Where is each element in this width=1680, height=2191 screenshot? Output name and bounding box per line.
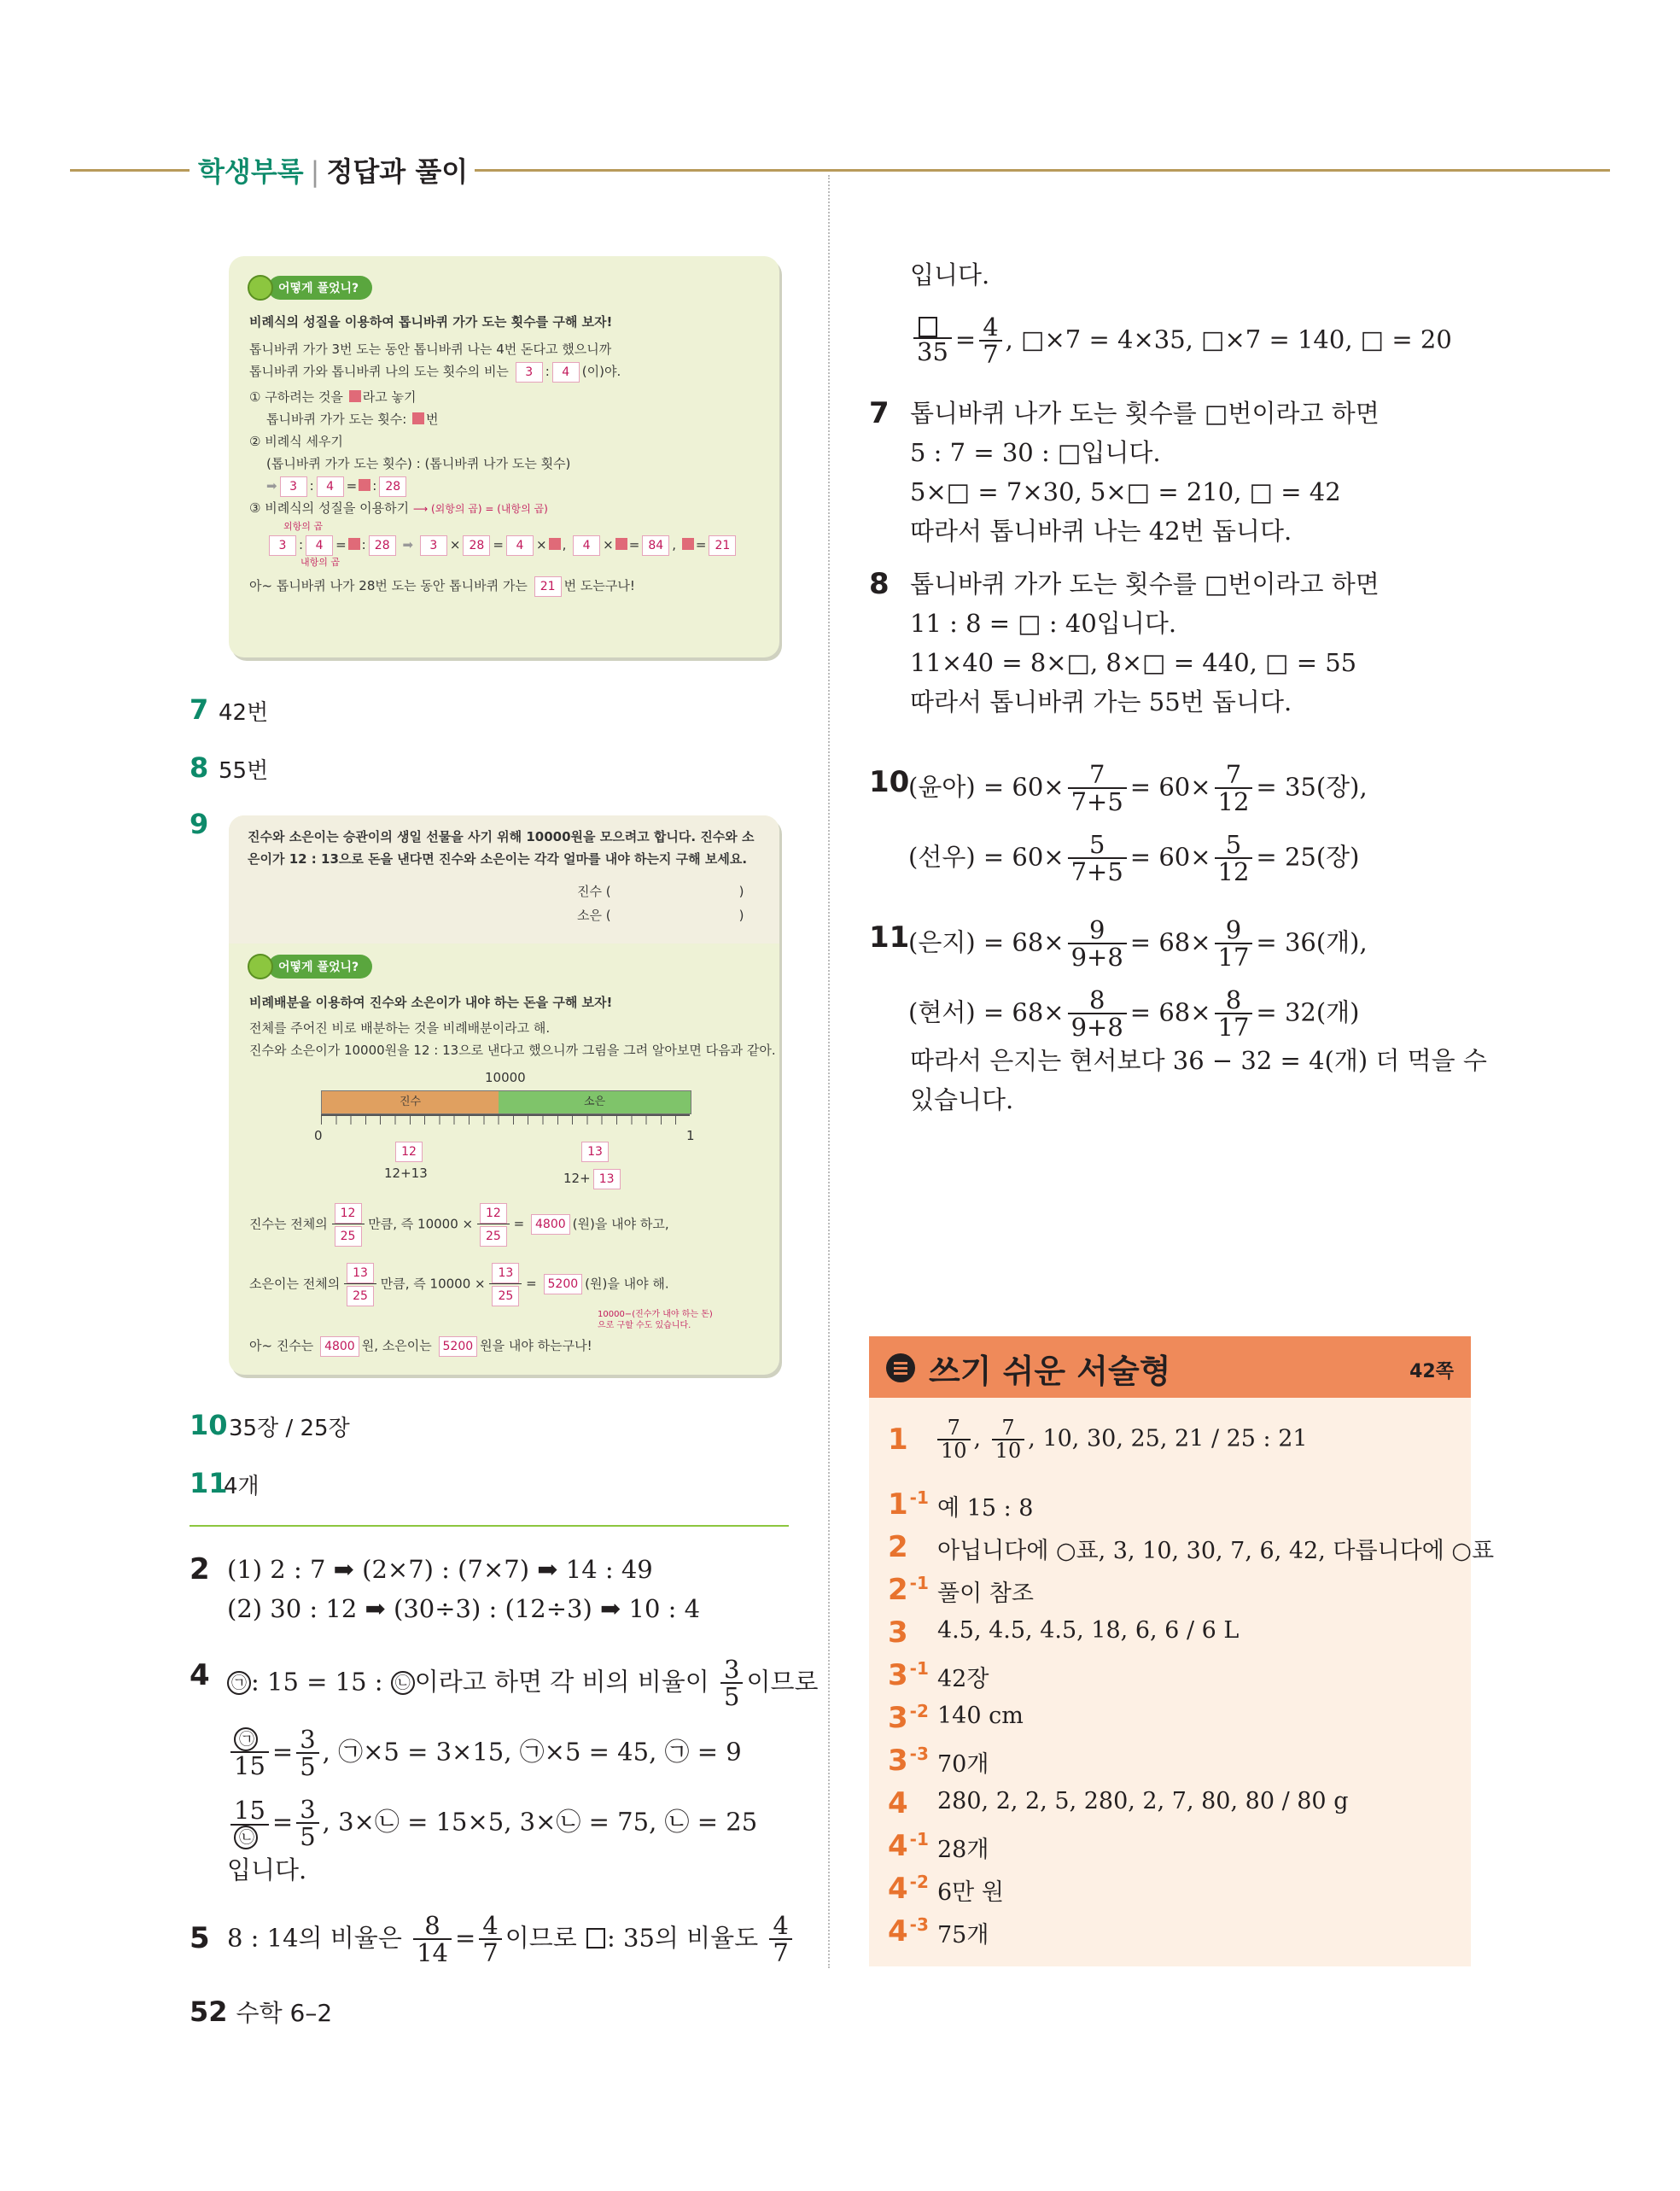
header-section: 학생부록 bbox=[198, 155, 304, 188]
answer-number-10: 10 bbox=[190, 1409, 228, 1441]
answer-8: 55번 bbox=[219, 758, 269, 784]
page-number: 52 bbox=[190, 1995, 228, 2028]
unknown-square-icon bbox=[349, 390, 361, 402]
answer-number-8: 8 bbox=[190, 751, 209, 784]
page-footer bbox=[190, 1995, 332, 2029]
how-solved-badge-2: 어떻게 풀었니? bbox=[248, 954, 372, 979]
problem-number-2: 2 bbox=[190, 1552, 210, 1586]
solution-box-2: 진수와 소은이는 승관이의 생일 선물을 사기 위해 10000원을 모으려고 합니다. 진수와 소 은이가 12 : 13으로 돈을 낸다면 진수와 소은이는 각각 얼마를 내야 하는지 구해 보세요. 진수 ( ) 소은 ( ) 어떻게 풀었니? 비례배분을 이용하여 진수와 소은이가 내야 하는 돈을 구해 보자! 전체를 주어진 비로 배분하는 것을 비례배분이라고 해. 진수와 소은이가 10000원을 12 : 13으로 낸다고 했으니까 그림을 그려 알아보면 다음과 같아. 10000 진수 소은 0 1 12 12+13 13 12+ 13 진수는 전체의 $\frac{12}{25}$ 만큼, 즉 $10000 \times \frac{12}{25} = 4800$ (원)을 내야 하고, 소은이는 전체의 $\frac{13}{25}$ 만큼, 즉 $10000 \times \frac{13}{25} = 5200$ (원)을 내야 해. 10000−(진수가 내야 하는 돈) 으로 구할 수도 있습니다. 아~ 진수는 4800 원, 소은이는 5200 원을 내야 하는구나! bbox=[229, 815, 779, 1375]
answer-number-9: 9 bbox=[190, 808, 209, 840]
p2-line1: (1) 2 : 7 ➡ (2×7) : (7×7) ➡ 14 : 49 bbox=[227, 1555, 653, 1584]
solution-box-1: 어떻게 풀었니? 비례식의 성질을 이용하여 톱니바퀴 가가 도는 횟수를 구해 보자! 톱니바퀴 가가 3번 도는 동안 톱니바퀴 나는 4번 돈다고 했으니까 톱니바퀴 가와 톱니바퀴 나의 도는 횟수의 비는 3 : 4 (이)야. ① 구하려는 것을 라고 놓기 톱니바퀴 가가 도는 횟수: 번 ② 비례식 세우기 (톱니바퀴 가가 도는 횟수) : (톱니바퀴 나가 도는 횟수) ➡ 3 : 4 = : 28 ③ 비례식의 성질을 이용하기 ⟶ (외항의 곱) = (내항의 곱) 외항의 곱 3 : 4 = : 28 ➡ 3 × 28 = 4 × , 4 × = 84 , = 21 내항의 곱 아~ 톱니바퀴 나가 28번 도는 동안 톱니바퀴 가는 21 번 도는구나! bbox=[229, 256, 779, 657]
answer-number-7: 7 bbox=[190, 693, 209, 726]
problem-number-11: 11 bbox=[869, 920, 910, 955]
total-label: 10000 bbox=[485, 1070, 526, 1085]
problem-number-8: 8 bbox=[869, 567, 890, 601]
ratio-bar: 진수 소은 bbox=[321, 1090, 691, 1114]
header-rule-left bbox=[70, 169, 190, 172]
apple-icon bbox=[248, 275, 273, 301]
p2-line2: (2) 30 : 12 ➡ (30÷3) : (12÷3) ➡ 10 : 4 bbox=[227, 1594, 701, 1623]
problem-number-7: 7 bbox=[869, 396, 890, 430]
answer-number-11: 11 bbox=[190, 1467, 228, 1499]
problem-number-4: 4 bbox=[190, 1658, 210, 1692]
green-rule bbox=[190, 1525, 789, 1527]
book-title: 수학 6–2 bbox=[236, 1999, 333, 2027]
list-icon bbox=[886, 1353, 915, 1382]
panel-header bbox=[869, 1336, 1471, 1398]
problem-number-10: 10 bbox=[869, 765, 910, 799]
answer-7: 42번 bbox=[219, 700, 269, 726]
apple-icon bbox=[248, 954, 273, 979]
answer-10: 35장 / 25장 bbox=[229, 1416, 350, 1441]
column-divider bbox=[828, 175, 830, 1968]
panel-page: 42쪽 bbox=[1409, 1361, 1454, 1382]
header-title: 학생부록 | 정답과 풀이 bbox=[198, 155, 469, 188]
how-solved-badge: 어떻게 풀었니? bbox=[248, 275, 372, 301]
header-subtitle: 정답과 풀이 bbox=[326, 155, 469, 188]
answer-11: 4개 bbox=[224, 1474, 260, 1499]
header-rule-right bbox=[475, 169, 1610, 172]
problem-number-5: 5 bbox=[190, 1921, 210, 1955]
panel-title: 쓰기 쉬운 서술형 bbox=[929, 1353, 1171, 1390]
